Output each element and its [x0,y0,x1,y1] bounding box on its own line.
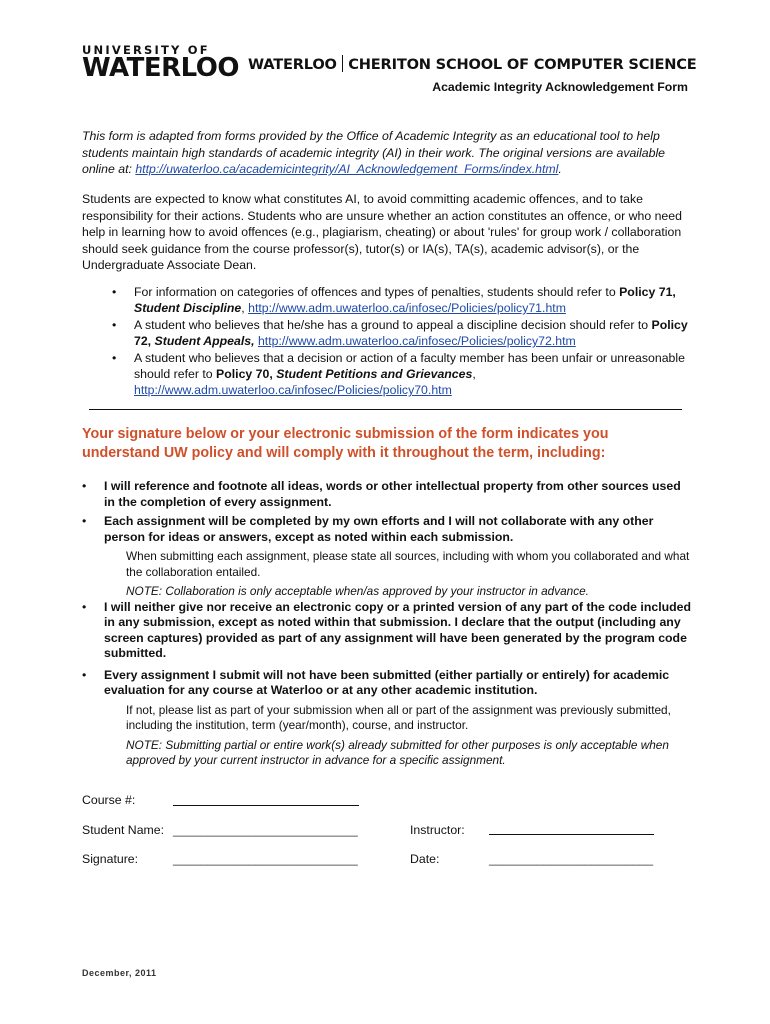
commitment-note-italic: NOTE: Submitting partial or entire work(s) already submitted for other purposes is only acceptable when approved by your current instructor in advance for a specific assignment. [126,737,669,767]
bullet-icon: • [82,667,87,682]
policy-number: Policy 72, [134,318,688,348]
policy-title: Student Appeals, [154,334,255,348]
commitment-note-italic: NOTE: Collaboration is only acceptable when/as approved by your instructor in advance. [126,584,589,598]
student-name-field[interactable]: ___________________________ [173,823,358,837]
commitment-text: I will reference and footnote all ideas, words or other intellectual property from other sources used in the completion of every assignment. [104,479,681,509]
bullet-icon: • [82,514,87,528]
student-name-label: Student Name: [82,823,165,837]
logo-line2: WATERLOO [82,53,239,83]
intro-link[interactable]: http://uwaterloo.ca/academicintegrity/AI_Acknowledgement_Forms/index.html [135,162,559,176]
logo-line1: UNIVERSITY OF [82,43,210,57]
separator-bar [342,55,344,72]
commitment-note: If not, please list as part of your submission when all or part of the assignment was previously submitted, including the institution, term (year/month), course, and instructor. [126,702,671,732]
policy-ref-70 [108,350,698,398]
date-field[interactable]: ________________________ [489,852,654,866]
ref-sep: , [241,301,249,315]
intro-paragraph [82,128,690,178]
school-left: WATERLOO [248,56,337,73]
ref-sep: , [472,367,476,381]
date-label: Date: [410,852,440,866]
instructor-field[interactable] [489,834,654,835]
footer-date: December, 2011 [82,968,157,978]
commitment-text: I will neither give nor receive an electronic copy or a printed version of any part of the code included in any submission, except as noted within that submission. I declare that the output (including any screen captures) provided as part of any assignment will have been generated by the program code submitted. [104,599,691,660]
horizontal-divider [89,409,682,410]
signature-field[interactable]: ___________________________ [173,852,358,866]
ref-text: A student who believes that a decision or action of a faculty member has been unfair or unreasonable should refer to [134,351,685,381]
ref-text: A student who believes that he/she has a ground to appeal a discipline decision should refer to [134,318,652,332]
instructor-label: Instructor: [410,823,465,837]
policy-number: Policy 70, [216,367,273,381]
bullet-icon: • [82,599,87,614]
signature-label: Signature: [82,852,139,866]
commitment-text: Each assignment will be completed by my own efforts and I will not collaborate with any other person for ideas or answers, except as noted within each submission. [104,514,654,544]
commitment-note: When submitting each assignment, please state all sources, including with whom you collaborated and what the collaboration entailed. [126,549,690,579]
course-field[interactable] [173,805,359,806]
bullet-icon: • [82,479,87,493]
policy-ref-72 [108,317,698,349]
school-name [248,55,697,73]
school-right: CHERITON SCHOOL OF COMPUTER SCIENCE [348,56,697,73]
university-logo [82,43,239,83]
form-title: Academic Integrity Acknowledgement Form [432,80,688,94]
policy-ref-71 [108,284,698,316]
signature-heading: Your signature below or your electronic submission of the form indicates you understand UW policy and will comply with it throughout the term, including: [82,426,609,461]
commitment-item [82,479,692,510]
policy-title: Student Petitions and Grievances [276,367,473,381]
policy-link[interactable]: http://www.adm.uwaterloo.ca/infosec/Policies/policy72.htm [257,334,576,348]
commitment-item [82,600,692,662]
course-label: Course #: [82,793,136,807]
ref-text: For information on categories of offences and types of penalties, students should refer to [134,285,620,299]
policy-references [108,284,698,399]
policy-title: Student Discipline [134,301,242,315]
commitment-item [82,668,692,699]
commitment-text: Every assignment I submit will not have been submitted (either partially or entirely) for academic evaluation for any course at Waterloo or at any other academic institution. [104,667,670,697]
policy-link[interactable]: http://www.adm.uwaterloo.ca/infosec/Policies/policy71.htm [248,301,566,315]
intro-text: This form is adapted from forms provided by the Office of Academic Integrity as an educational tool to help students maintain high standards of academic integrity (AI) in their work. The original versions are available online at: [82,129,666,176]
policy-number: Policy 71, [619,285,676,299]
expectations-paragraph: Students are expected to know what constitutes AI, to avoid committing academic offences, and to take responsibility for their actions. Students who are unsure whether an action constitutes an offence, or who need help in learning how to avoid offences (e.g., plagiarism, cheating) or about 'rules' for group work / collaboration should seek guidance from the course professor(s), tutor(s) or IA(s), TA(s), academic advisor(s), or the Undergraduate Associate Dean. [82,192,682,272]
intro-end: . [558,162,562,176]
commitment-item [82,514,692,545]
policy-link[interactable]: http://www.adm.uwaterloo.ca/infosec/Policies/policy70.htm [134,383,452,397]
commitments-list [82,479,692,773]
